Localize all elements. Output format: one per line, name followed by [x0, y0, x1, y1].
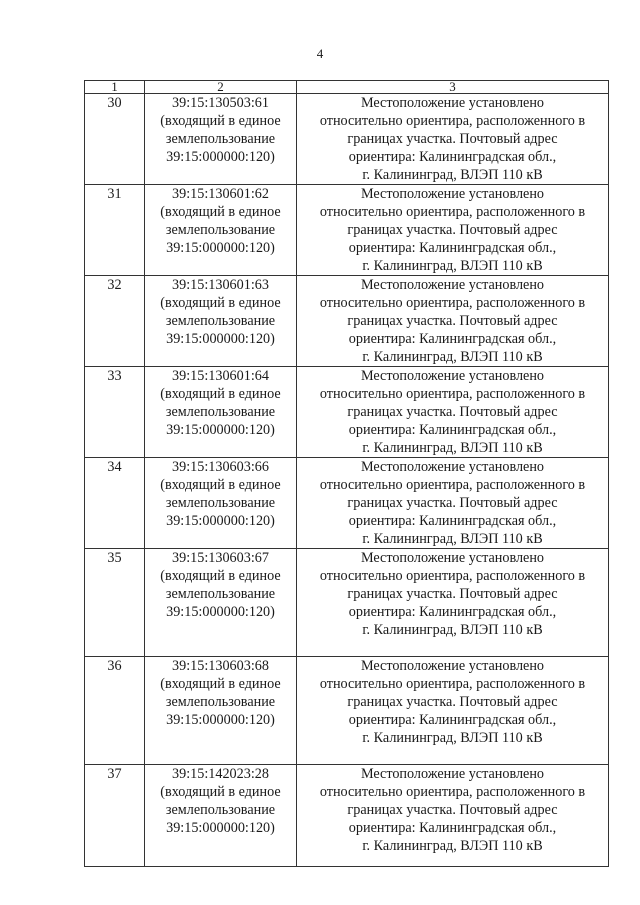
location-line: границах участка. Почтовый адрес — [347, 404, 558, 420]
row-number: 37 — [85, 765, 145, 867]
location-line: относительно ориентира, расположенного в — [319, 113, 586, 129]
row-number: 32 — [85, 276, 145, 367]
location-line: ориентира: Калининградская обл., — [348, 604, 557, 620]
land-use-note-line: 39:15:000000:120) — [166, 712, 275, 728]
location-line: Местоположение установлено — [360, 766, 545, 782]
land-use-note-line: (входящий в единое — [160, 477, 281, 493]
table-row — [85, 657, 609, 765]
land-use-note-line: 39:15:000000:120) — [166, 240, 275, 256]
table-row — [85, 276, 609, 367]
location-line: Местоположение установлено — [360, 95, 545, 111]
table-body — [85, 94, 609, 867]
location-line: Местоположение установлено — [360, 368, 545, 384]
cadastral-number: 39:15:130603:68 — [172, 658, 269, 674]
land-use-note-line: землепользование — [165, 131, 276, 147]
location-line: границах участка. Почтовый адрес — [347, 222, 558, 238]
land-use-note-line: 39:15:000000:120) — [166, 331, 275, 347]
land-use-note-line: 39:15:000000:120) — [166, 820, 275, 836]
location-line: г. Калининград, ВЛЭП 110 кВ — [362, 258, 543, 274]
location-line: относительно ориентира, расположенного в — [319, 676, 586, 692]
cadastral-cell — [145, 185, 297, 276]
land-use-note-line: (входящий в единое — [160, 676, 281, 692]
location-line: г. Калининград, ВЛЭП 110 кВ — [362, 838, 543, 854]
location-line: относительно ориентира, расположенного в — [319, 477, 586, 493]
cadastral-number: 39:15:142023:28 — [172, 766, 269, 782]
cadastral-number: 39:15:130603:66 — [172, 459, 269, 475]
location-cell — [297, 94, 609, 185]
land-use-note-line: 39:15:000000:120) — [166, 422, 275, 438]
location-line: г. Калининград, ВЛЭП 110 кВ — [362, 531, 543, 547]
land-use-note-line: (входящий в единое — [160, 295, 281, 311]
land-use-note-line: (входящий в единое — [160, 568, 281, 584]
table-row — [85, 367, 609, 458]
location-cell — [297, 549, 609, 657]
page-number: 4 — [316, 46, 324, 61]
land-use-note-line: (входящий в единое — [160, 386, 281, 402]
location-cell — [297, 185, 609, 276]
table-row — [85, 458, 609, 549]
land-use-note-line: землепользование — [165, 404, 276, 420]
land-use-note-line: (входящий в единое — [160, 113, 281, 129]
cadastral-cell — [145, 458, 297, 549]
row-number: 30 — [85, 94, 145, 185]
cadastral-cell — [145, 94, 297, 185]
location-line: относительно ориентира, расположенного в — [319, 568, 586, 584]
location-line: Местоположение установлено — [360, 186, 545, 202]
location-line: ориентира: Калининградская обл., — [348, 820, 557, 836]
row-number: 33 — [85, 367, 145, 458]
location-line: г. Калининград, ВЛЭП 110 кВ — [362, 167, 543, 183]
land-use-note-line: 39:15:000000:120) — [166, 149, 275, 165]
land-use-note-line: (входящий в единое — [160, 204, 281, 220]
land-use-note-line: 39:15:000000:120) — [166, 513, 275, 529]
cadastral-cell — [145, 367, 297, 458]
location-cell — [297, 276, 609, 367]
cadastral-cell — [145, 549, 297, 657]
land-use-note-line: землепользование — [165, 802, 276, 818]
cadastral-number: 39:15:130603:67 — [172, 550, 269, 566]
cadastral-number: 39:15:130503:61 — [172, 95, 269, 111]
location-cell — [297, 458, 609, 549]
table-row — [85, 549, 609, 657]
land-use-note-line: землепользование — [165, 495, 276, 511]
land-use-note-line: землепользование — [165, 694, 276, 710]
cadastral-cell — [145, 657, 297, 765]
header-row — [85, 81, 609, 94]
cadastral-number: 39:15:130601:63 — [172, 277, 269, 293]
land-use-note-line: 39:15:000000:120) — [166, 604, 275, 620]
location-line: границах участка. Почтовый адрес — [347, 495, 558, 511]
location-line: границах участка. Почтовый адрес — [347, 313, 558, 329]
location-line: ориентира: Калининградская обл., — [348, 149, 557, 165]
location-line: Местоположение установлено — [360, 550, 545, 566]
column-header-2: 2 — [145, 81, 297, 94]
location-line: г. Калининград, ВЛЭП 110 кВ — [362, 440, 543, 456]
cadastral-number: 39:15:130601:64 — [172, 368, 269, 384]
column-header-3: 3 — [297, 81, 609, 94]
row-number: 35 — [85, 549, 145, 657]
location-line: относительно ориентира, расположенного в — [319, 386, 586, 402]
location-line: г. Калининград, ВЛЭП 110 кВ — [362, 349, 543, 365]
cadastral-number: 39:15:130601:62 — [172, 186, 269, 202]
table-header — [85, 81, 609, 94]
location-cell — [297, 765, 609, 867]
location-line: Местоположение установлено — [360, 277, 545, 293]
location-line: относительно ориентира, расположенного в — [319, 784, 586, 800]
location-line: границах участка. Почтовый адрес — [347, 802, 558, 818]
parcel-table — [84, 80, 609, 867]
land-use-note-line: землепользование — [165, 222, 276, 238]
location-line: г. Калининград, ВЛЭП 110 кВ — [362, 730, 543, 746]
land-use-note-line: (входящий в единое — [160, 784, 281, 800]
location-line: ориентира: Калининградская обл., — [348, 240, 557, 256]
location-line: ориентира: Калининградская обл., — [348, 712, 557, 728]
table-row — [85, 765, 609, 867]
land-use-note-line: землепользование — [165, 586, 276, 602]
location-line: границах участка. Почтовый адрес — [347, 586, 558, 602]
column-header-1: 1 — [85, 81, 145, 94]
table-row — [85, 185, 609, 276]
land-use-note-line: землепользование — [165, 313, 276, 329]
location-line: ориентира: Калининградская обл., — [348, 331, 557, 347]
location-line: ориентира: Калининградская обл., — [348, 513, 557, 529]
cadastral-cell — [145, 765, 297, 867]
row-number: 36 — [85, 657, 145, 765]
location-cell — [297, 367, 609, 458]
cadastral-cell — [145, 276, 297, 367]
location-line: относительно ориентира, расположенного в — [319, 295, 586, 311]
location-line: границах участка. Почтовый адрес — [347, 694, 558, 710]
location-line: Местоположение установлено — [360, 658, 545, 674]
location-line: границах участка. Почтовый адрес — [347, 131, 558, 147]
row-number: 31 — [85, 185, 145, 276]
location-line: ориентира: Калининградская обл., — [348, 422, 557, 438]
row-number: 34 — [85, 458, 145, 549]
location-line: г. Калининград, ВЛЭП 110 кВ — [362, 622, 543, 638]
location-line: Местоположение установлено — [360, 459, 545, 475]
location-line: относительно ориентира, расположенного в — [319, 204, 586, 220]
table-row — [85, 94, 609, 185]
location-cell — [297, 657, 609, 765]
